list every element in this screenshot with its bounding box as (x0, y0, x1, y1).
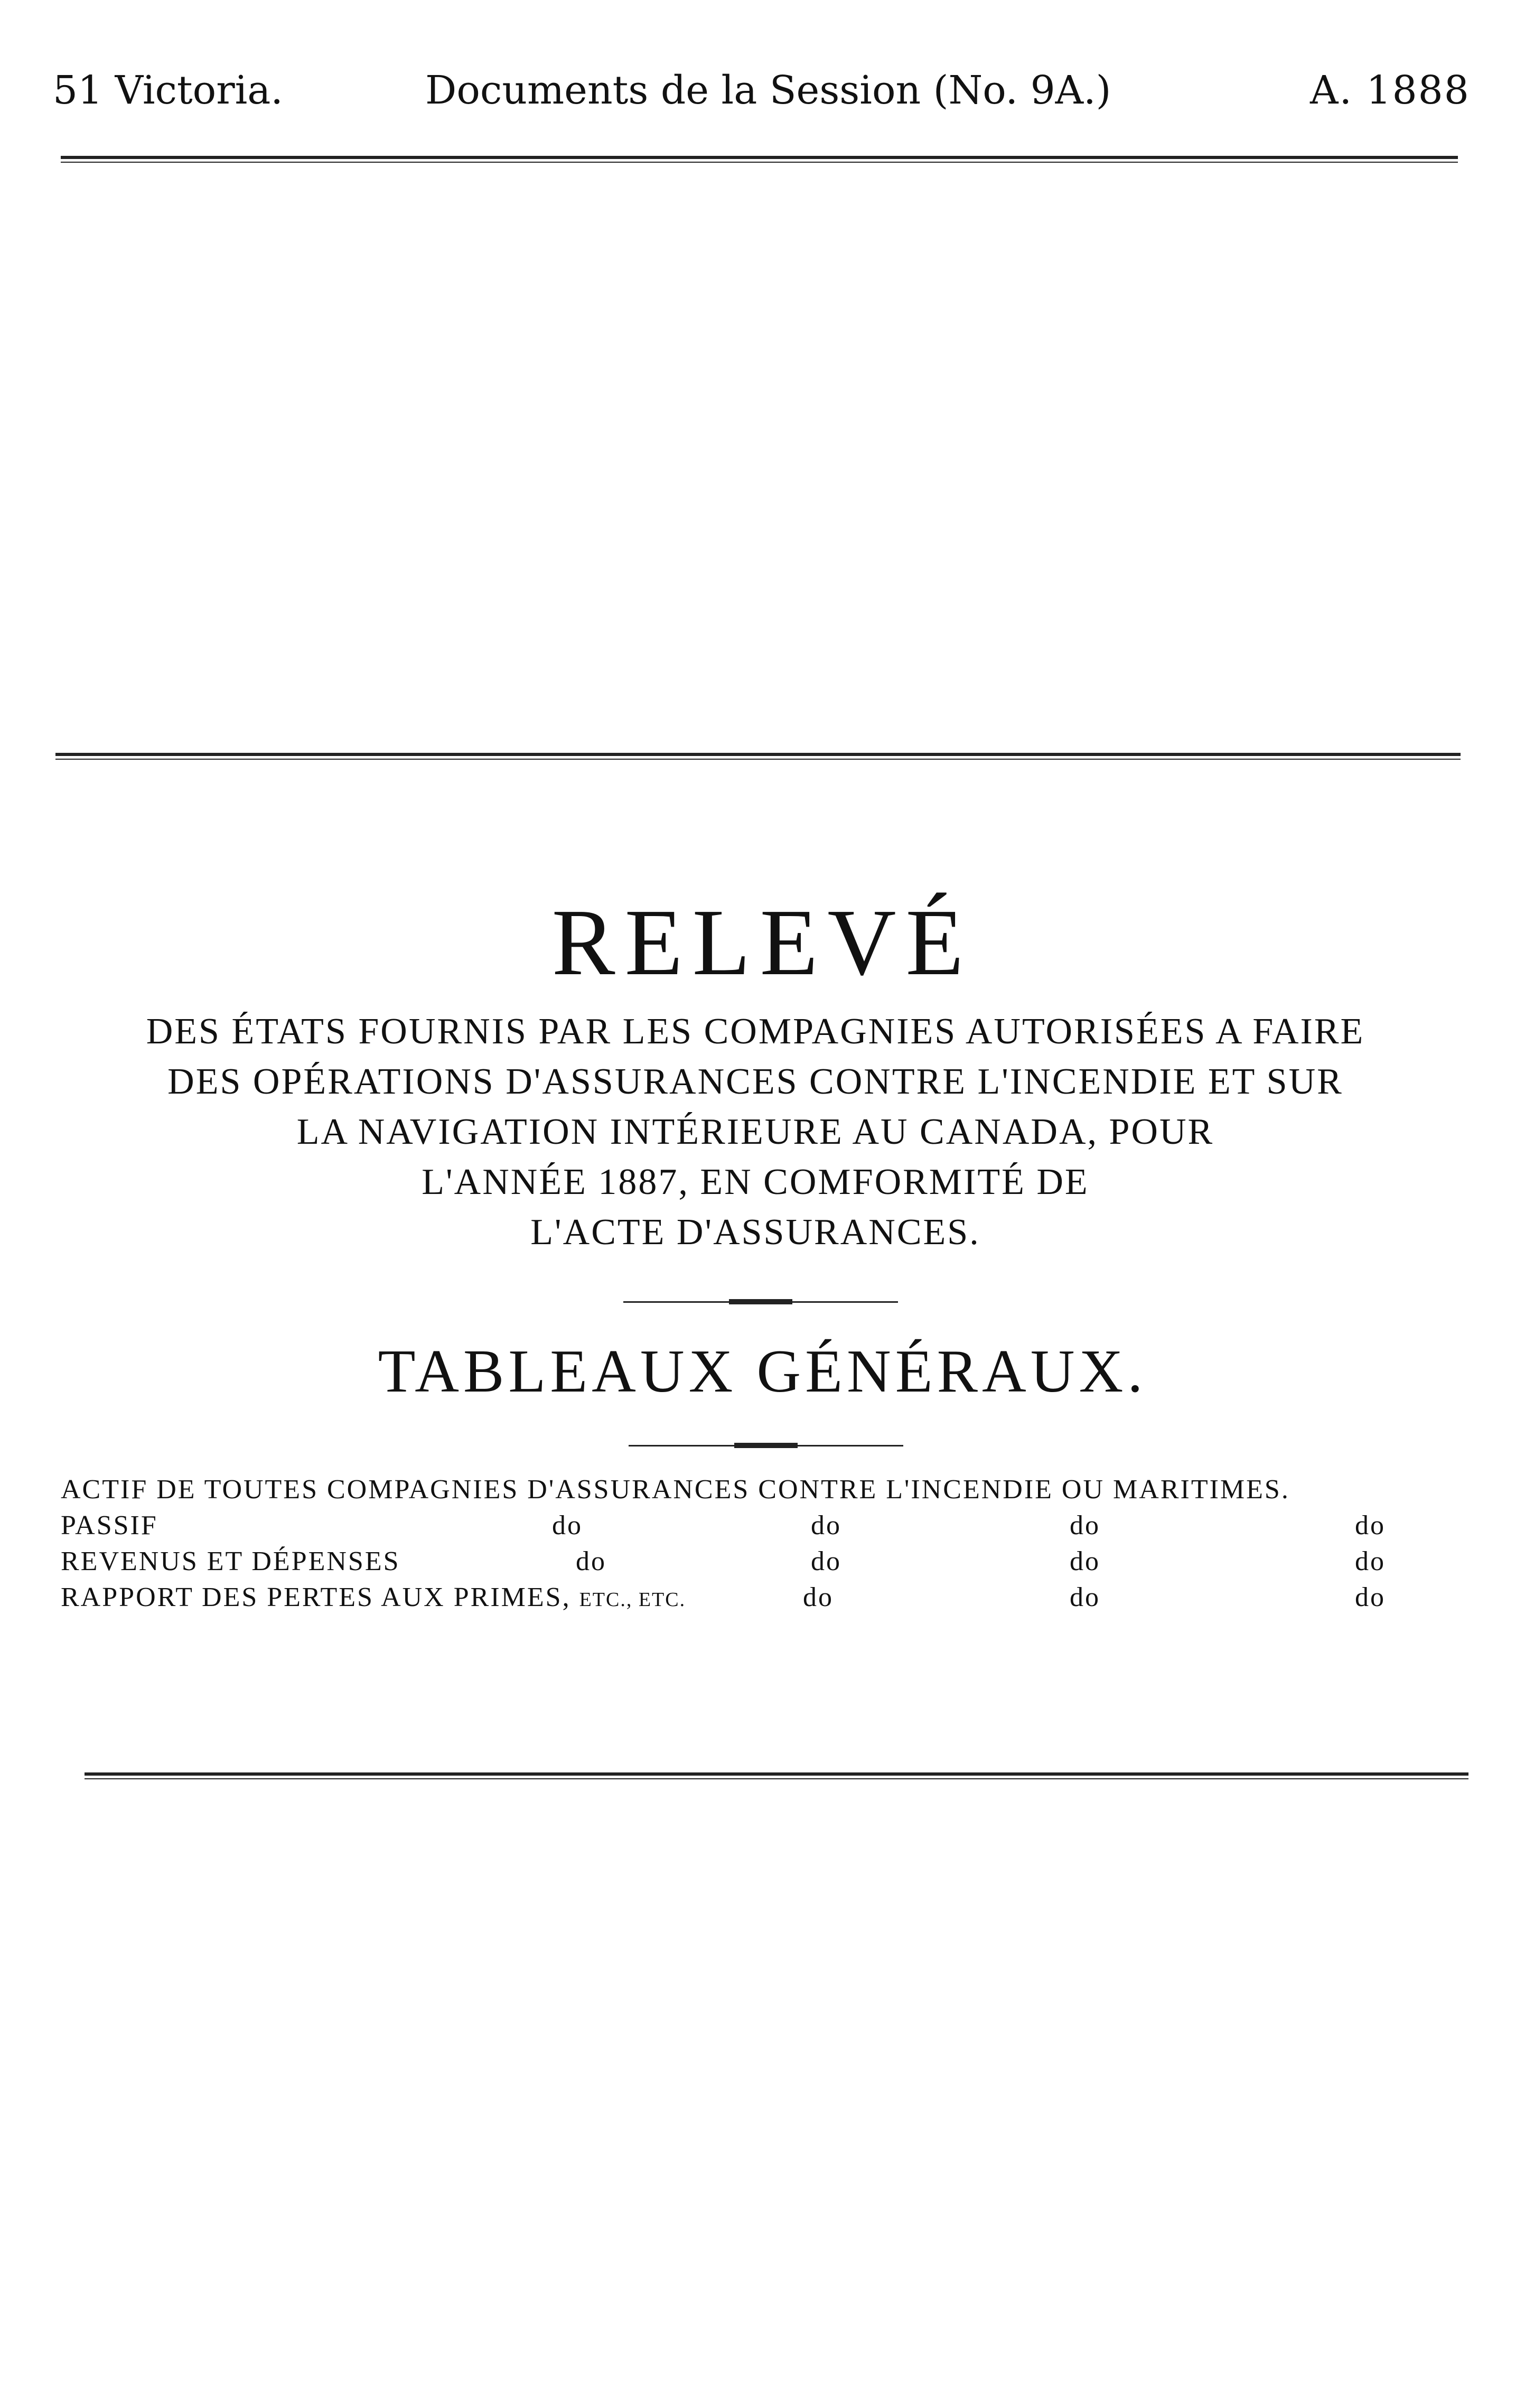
running-header (0, 68, 1525, 126)
contents-label-main: RAPPORT DES PERTES AUX PRIMES, (61, 1582, 571, 1612)
ditto-mark: do (803, 1582, 834, 1612)
ditto-mark: do (1355, 1546, 1386, 1576)
ditto-mark: do (1355, 1510, 1386, 1541)
ditto-mark: do (1355, 1582, 1386, 1612)
subtitle-block (58, 1006, 1453, 1257)
ditto-mark: do (1070, 1582, 1100, 1612)
subtitle-line: DES ÉTATS FOURNIS PAR LES COMPAGNIES AUTORISÉES A FAIRE (146, 1011, 1365, 1052)
title-top-rule (55, 753, 1461, 756)
contents-list (61, 1474, 1482, 1618)
header-volume: 51 Victoria. (53, 68, 283, 113)
contents-label: REVENUS ET DÉPENSES (61, 1546, 400, 1576)
contents-row (61, 1582, 1482, 1618)
contents-row (61, 1474, 1482, 1510)
ditto-mark: do (1070, 1510, 1100, 1541)
ornament-rule (623, 1301, 898, 1303)
ornament-rule (629, 1445, 903, 1446)
header-year: A. 1888 (1310, 68, 1470, 113)
contents-label: ACTIF DE TOUTES COMPAGNIES D'ASSURANCES CONTRE L'INCENDIE OU MARITIMES. (61, 1474, 1290, 1505)
ditto-mark: do (576, 1546, 606, 1576)
contents-row (61, 1510, 1482, 1546)
header-rule (61, 156, 1458, 159)
subtitle-line: L'ACTE D'ASSURANCES. (530, 1212, 980, 1253)
ditto-mark: do (1070, 1546, 1100, 1576)
subtitle-line: L'ANNÉE 1887, EN COMFORMITÉ DE (422, 1162, 1089, 1202)
subtitle-line: LA NAVIGATION INTÉRIEURE AU CANADA, POUR (296, 1112, 1214, 1152)
page-title: RELEVÉ (551, 890, 974, 995)
footer-rule (85, 1772, 1468, 1776)
section-title: TABLEAUX GÉNÉRAUX. (378, 1338, 1147, 1405)
ditto-mark: do (811, 1510, 841, 1541)
header-session: Documents de la Session (No. 9A.) (425, 68, 1111, 113)
ditto-mark: do (552, 1510, 583, 1541)
ditto-mark: do (811, 1546, 841, 1576)
contents-label: PASSIF (61, 1510, 158, 1541)
contents-label (61, 1582, 686, 1613)
contents-label-small: ETC., ETC. (579, 1589, 686, 1611)
subtitle-line: DES OPÉRATIONS D'ASSURANCES CONTRE L'INCENDIE ET SUR (167, 1061, 1343, 1102)
contents-row (61, 1546, 1482, 1582)
